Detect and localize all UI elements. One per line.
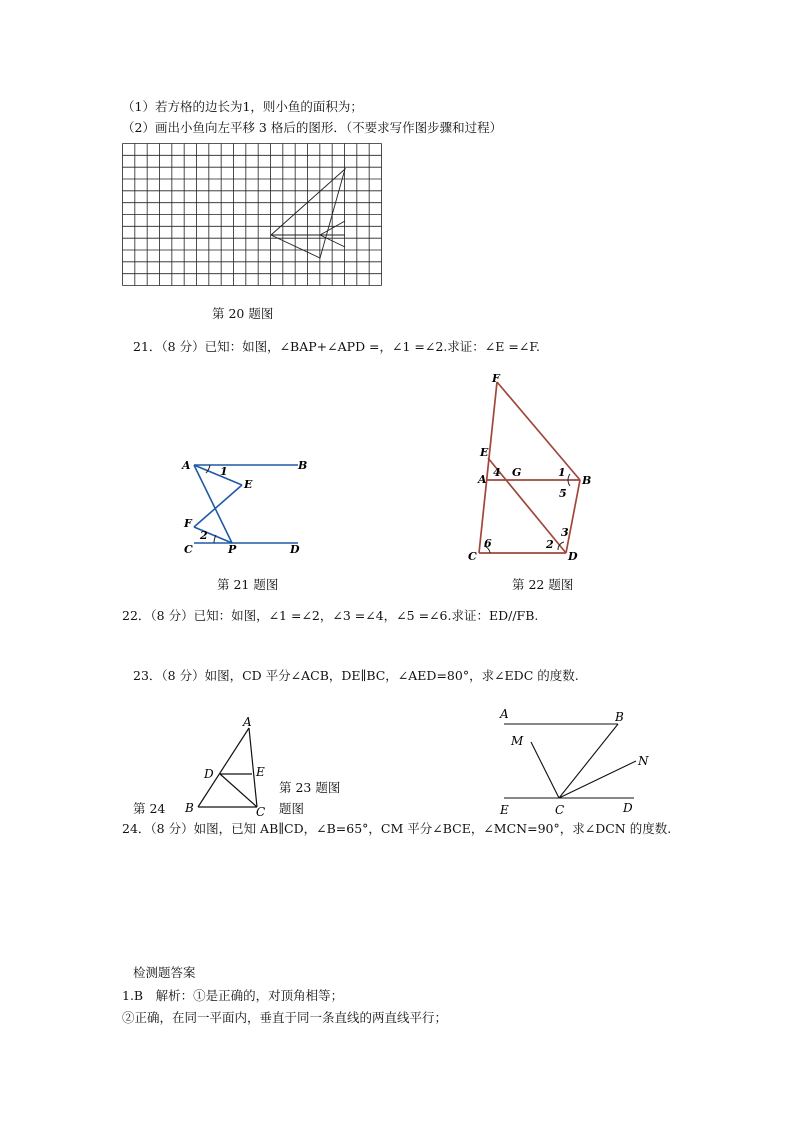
q22-label-D: D [568, 550, 578, 563]
answer-line-2: ②正确，在同一平面内，垂直于同一条直线的两直线平行； [122, 1010, 448, 1025]
q24-label-B: B [615, 710, 624, 724]
q20-part2: （2）画出小鱼向左平移 3 格后的图形．（不要求写作图步骤和过程） [122, 120, 503, 135]
q21-label-F: F [184, 517, 192, 530]
q23-figure [180, 712, 280, 820]
q24-label-A: A [500, 707, 509, 721]
q22-label-E: E [480, 446, 489, 459]
q24-figure [496, 705, 656, 820]
q22-label-G: G [512, 466, 522, 479]
q23-text: 23．（8 分）如图，CD 平分∠ACB，DE∥BC，∠AED=80°，求∠EDC 的度数. [133, 668, 579, 683]
fish-outline [271, 169, 345, 258]
q23-label-B: B [185, 801, 194, 815]
q21-label-2: 2 [200, 529, 208, 542]
q22-label-6: 6 [484, 537, 492, 550]
q20-grid-figure [122, 143, 382, 286]
q21-label-1: 1 [220, 465, 228, 478]
q23-label-E: E [256, 765, 265, 779]
q24-label-D: D [623, 801, 633, 815]
q21-label-E: E [244, 478, 253, 491]
q21-label-P: P [228, 543, 237, 556]
q22-label-1: 1 [558, 466, 566, 479]
q22-label-3: 3 [561, 526, 569, 539]
q21-label-B: B [298, 459, 308, 472]
q22-label-A: A [478, 473, 487, 486]
q21-caption: 第 21 题图 [217, 577, 279, 592]
q20-part1: （1）若方格的边长为1，则小鱼的面积为； [122, 99, 363, 114]
answer-line-1: 1.B 解析：①是正确的，对顶角相等； [122, 988, 344, 1003]
q24-caption-b: 题图 [279, 801, 305, 816]
q22-figure [462, 370, 602, 565]
q22-text: 22．（8 分）已知：如图，∠1 =∠2，∠3 =∠4，∠5 =∠6.求证：ED//FB. [122, 608, 539, 623]
q22-label-2: 2 [546, 538, 554, 551]
q21-label-D: D [290, 543, 300, 556]
q24-label-E: E [500, 803, 509, 817]
q22-caption: 第 22 题图 [512, 577, 574, 592]
q22-label-C: C [468, 550, 477, 563]
q21-label-C: C [184, 543, 193, 556]
q22-label-F: F [492, 372, 500, 385]
q24-label-N: N [638, 754, 649, 768]
q23-caption: 第 23 题图 [279, 780, 341, 795]
answers-heading: 检测题答案 [133, 965, 196, 980]
q22-label-4: 4 [493, 466, 501, 479]
q20-caption: 第 20 题图 [212, 306, 274, 321]
q23-label-A: A [243, 715, 252, 729]
q21-figure [180, 455, 310, 555]
q21-text: 21．（8 分）已知：如图，∠BAP+∠APD =，∠1 =∠2.求证：∠E =∠F. [133, 339, 541, 354]
q23-label-C: C [256, 805, 266, 819]
q22-label-B: B [582, 474, 592, 487]
q24-text: 24．（8 分）如图，已知 AB∥CD，∠B=65°，CM 平分∠BCE，∠MCN=90°，求∠DCN 的度数. [122, 821, 672, 836]
q24-label-M: M [511, 734, 524, 748]
q24-caption-a: 第 24 [133, 801, 166, 816]
q24-label-C: C [555, 803, 565, 817]
q22-label-5: 5 [559, 487, 567, 500]
q21-label-A: A [182, 459, 191, 472]
q23-label-D: D [204, 767, 214, 781]
